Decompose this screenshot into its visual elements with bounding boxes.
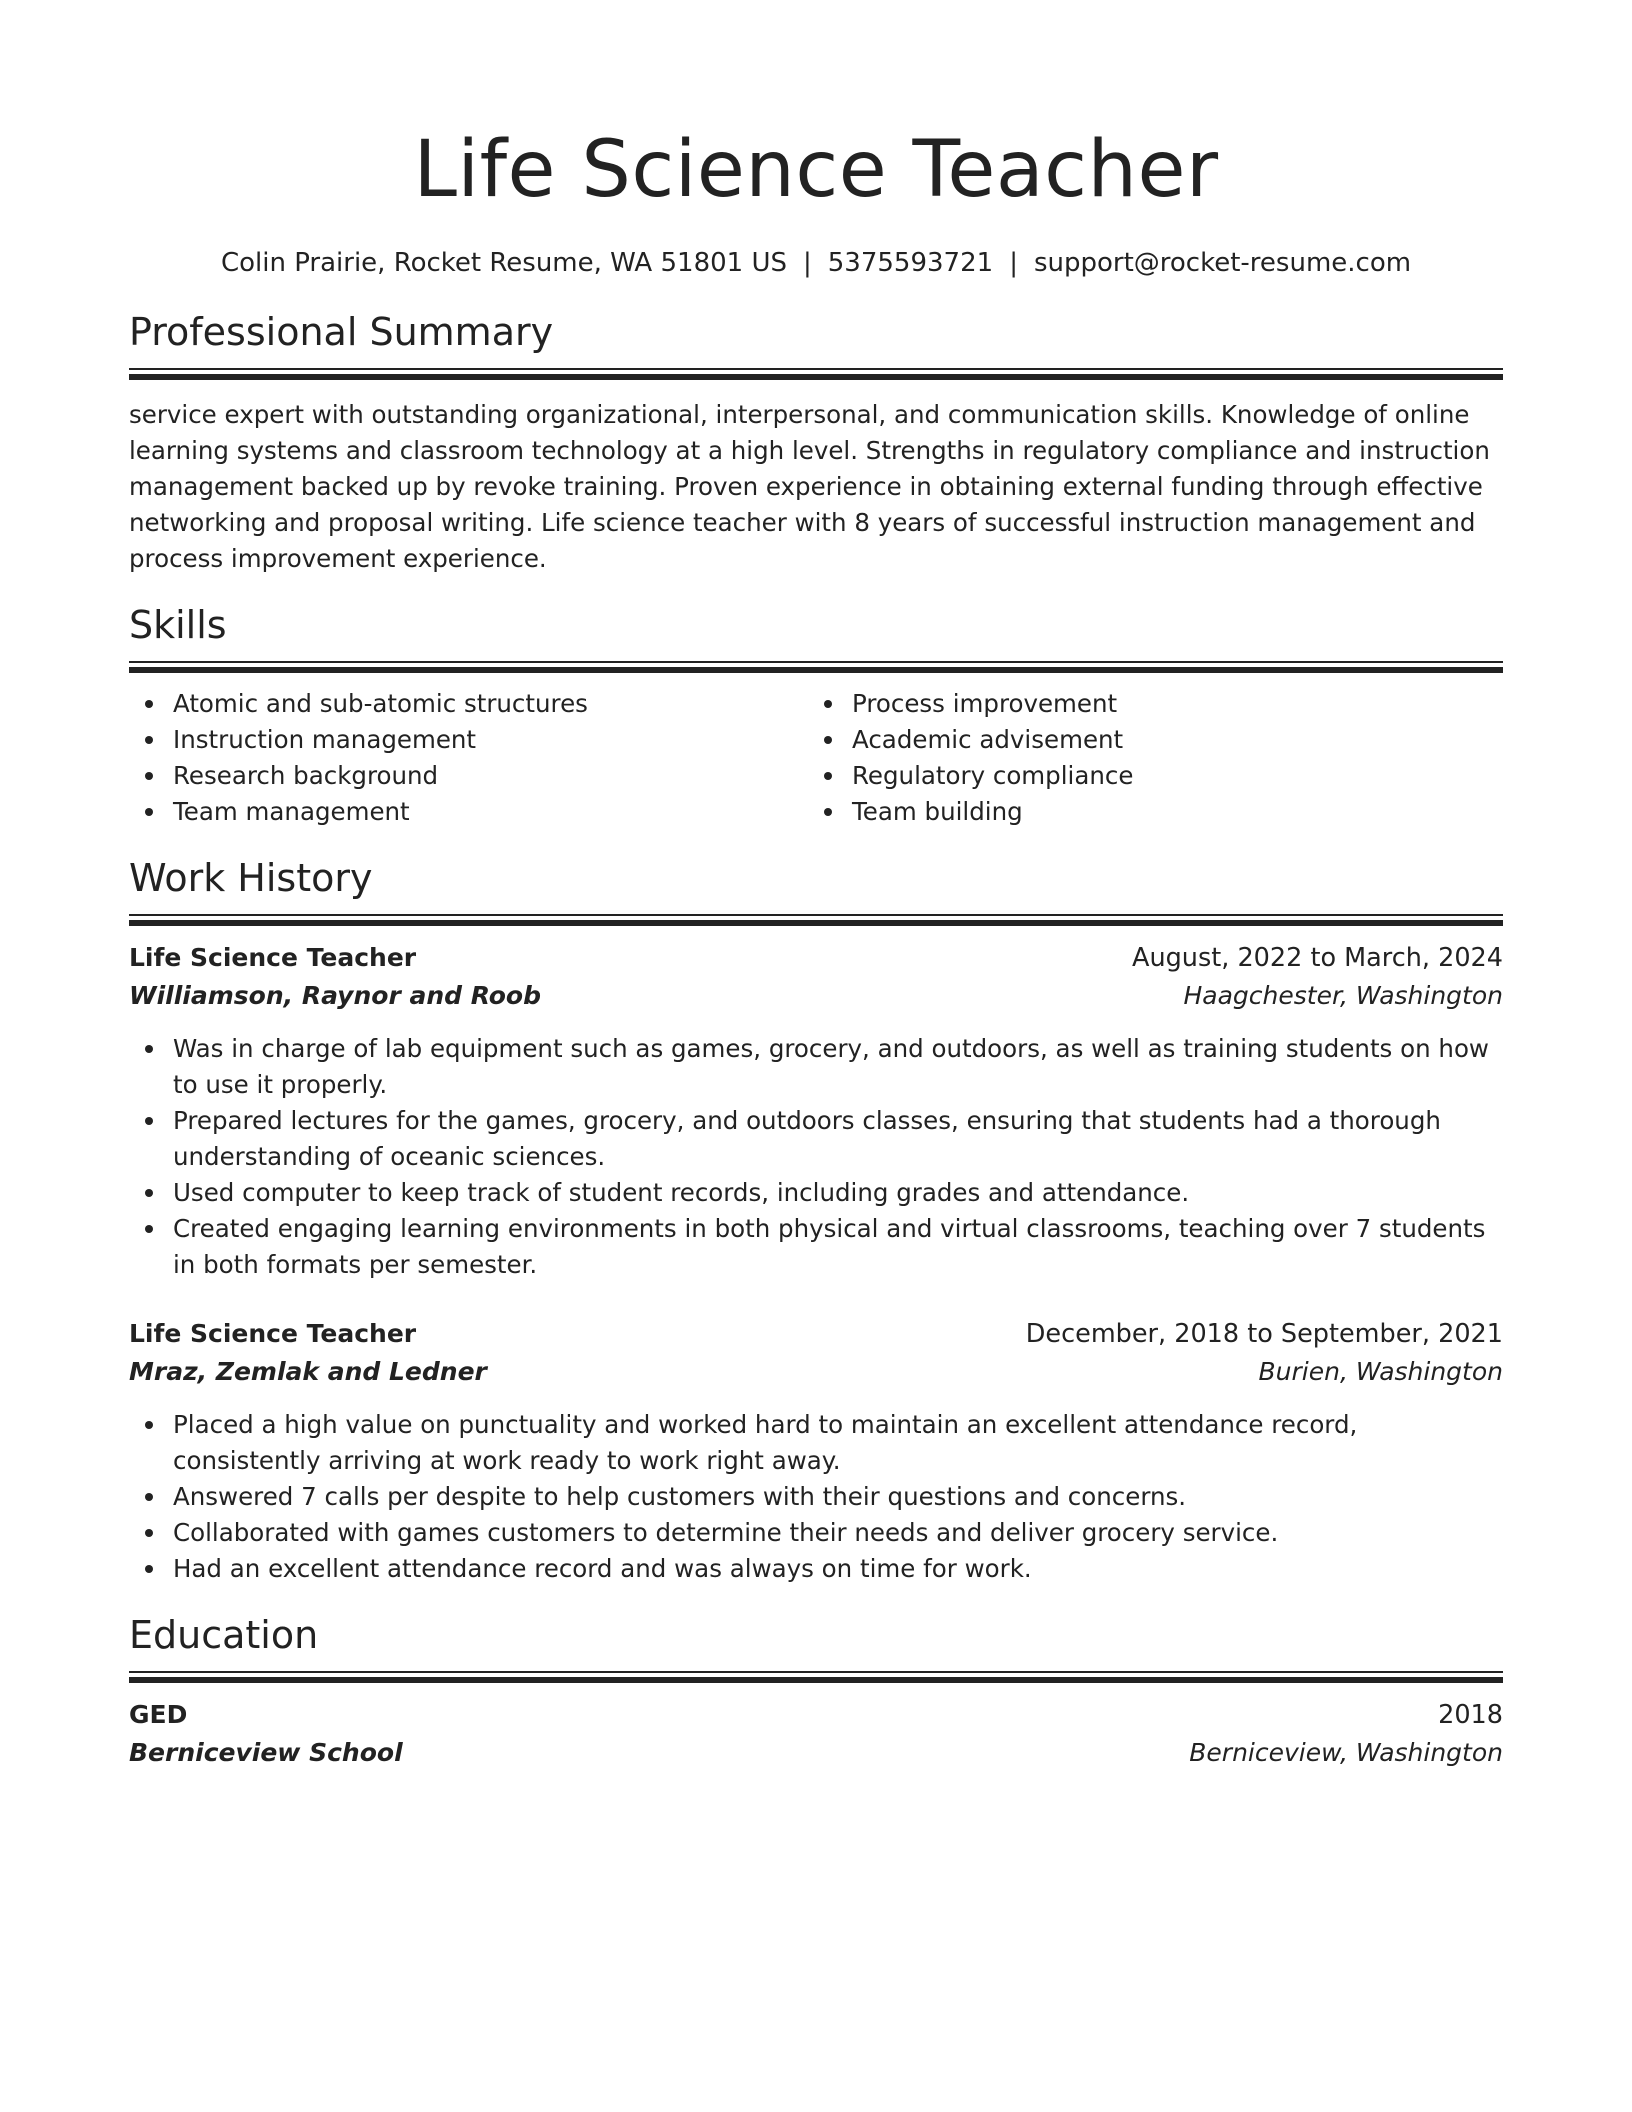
summary-text: service expert with outstanding organizational, interpersonal, and communication skills. Knowledge of online learning systems and classroom technology at a high level. Strengths in regulatory compliance and instruction management backed up by revoke training. Proven experience in obtaining external funding through effective networking and proposal writing. Life science teacher with 8 years of successful instruction management and process improvement experience.	[129, 400, 1490, 573]
contact-address: Colin Prairie, Rocket Resume, WA 51801 US	[220, 248, 787, 278]
summary-section	[129, 308, 1503, 577]
section-divider	[129, 914, 1503, 925]
job-header	[129, 1315, 1503, 1353]
job-header	[129, 939, 1503, 977]
job-employer-row	[129, 977, 1503, 1015]
section-heading-skills: Skills	[129, 603, 227, 647]
section-divider	[129, 368, 1503, 379]
skill-item: Atomic and sub-atomic structures	[173, 686, 824, 722]
work-history-section	[129, 854, 1503, 1587]
skill-item: Research background	[173, 758, 824, 794]
contact-email: support@rocket-resume.com	[1033, 248, 1412, 278]
job-entry	[129, 939, 1503, 1283]
education-section	[129, 1611, 1503, 1772]
section-heading-summary: Professional Summary	[129, 310, 554, 354]
job-location: Burien, Washington	[1258, 1357, 1503, 1386]
section-divider	[129, 661, 1503, 672]
education-entry	[129, 1696, 1503, 1772]
section-heading-education: Education	[129, 1613, 319, 1657]
job-company: Mraz, Zemlak and Ledner	[129, 1357, 487, 1386]
job-company: Williamson, Raynor and Roob	[129, 981, 541, 1010]
skills-column-left	[129, 686, 824, 830]
contact-separator: |	[1009, 248, 1018, 278]
job-duty-item: Prepared lectures for the games, grocery, and outdoors classes, ensuring that students had a thorough understanding of oceanic sciences.	[173, 1103, 1503, 1175]
skill-item: Team building	[852, 794, 1503, 830]
contact-line	[129, 246, 1503, 280]
skill-item: Process improvement	[852, 686, 1503, 722]
job-duty-item: Placed a high value on punctuality and worked hard to maintain an excellent attendance record, consistently arriving at work ready to work right away.	[173, 1407, 1503, 1479]
job-duties	[129, 1407, 1503, 1587]
section-divider	[129, 1671, 1503, 1682]
contact-separator: |	[803, 248, 812, 278]
job-dates: December, 2018 to September, 2021	[1025, 1319, 1503, 1349]
skills-column-right	[824, 686, 1503, 830]
skill-item: Instruction management	[173, 722, 824, 758]
skills-list	[129, 686, 1503, 830]
resume-title: Life Science Teacher	[413, 125, 1219, 215]
job-employer-row	[129, 1353, 1503, 1391]
education-school-row	[129, 1734, 1503, 1772]
job-duty-item: Created engaging learning environments in both physical and virtual classrooms, teaching over 7 students in both formats per semester.	[173, 1211, 1503, 1283]
skill-item: Regulatory compliance	[852, 758, 1503, 794]
section-heading-work-history: Work History	[129, 856, 373, 900]
job-location: Haagchester, Washington	[1183, 981, 1503, 1010]
job-dates: August, 2022 to March, 2024	[1132, 943, 1503, 973]
education-header	[129, 1696, 1503, 1734]
skill-item: Team management	[173, 794, 824, 830]
education-year: 2018	[1438, 1700, 1503, 1730]
job-entry	[129, 1315, 1503, 1587]
education-location: Berniceview, Washington	[1189, 1738, 1503, 1767]
education-school: Berniceview School	[129, 1738, 403, 1767]
job-duty-item: Answered 7 calls per despite to help customers with their questions and concerns.	[173, 1479, 1503, 1515]
job-duty-item: Used computer to keep track of student records, including grades and attendance.	[173, 1175, 1503, 1211]
job-duties	[129, 1031, 1503, 1283]
job-duty-item: Had an excellent attendance record and was always on time for work.	[173, 1551, 1503, 1587]
job-title: Life Science Teacher	[129, 943, 417, 972]
skills-section	[129, 601, 1503, 830]
contact-phone: 5375593721	[827, 248, 994, 278]
job-duty-item: Collaborated with games customers to determine their needs and deliver grocery service.	[173, 1515, 1503, 1551]
job-duty-item: Was in charge of lab equipment such as games, grocery, and outdoors, as well as training students on how to use it properly.	[173, 1031, 1503, 1103]
job-title: Life Science Teacher	[129, 1319, 417, 1348]
skill-item: Academic advisement	[852, 722, 1503, 758]
education-degree: GED	[129, 1700, 188, 1729]
